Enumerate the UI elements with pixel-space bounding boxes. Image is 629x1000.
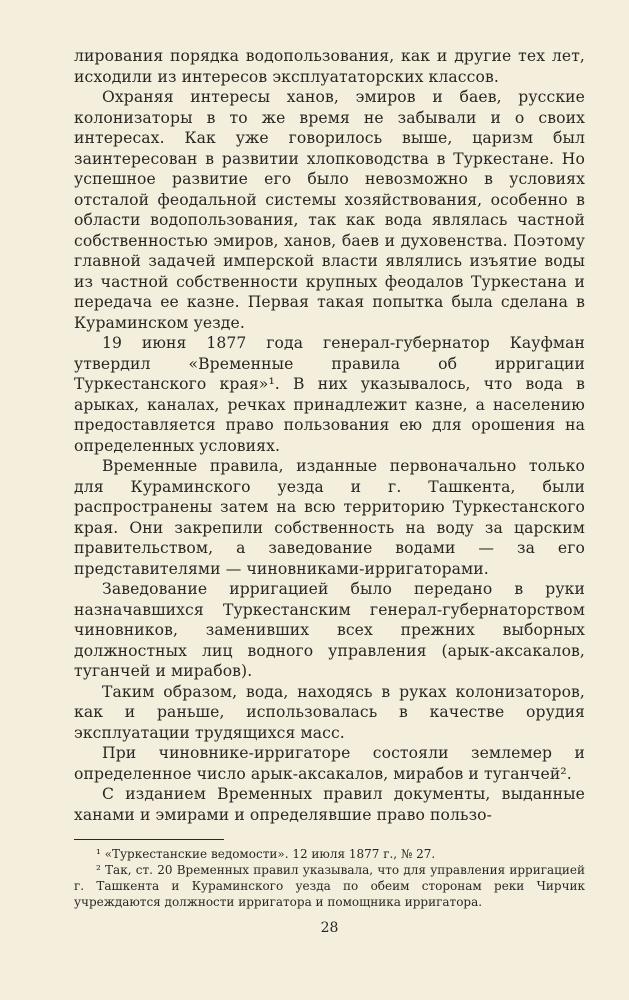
footnote-divider — [74, 839, 224, 840]
page-number: 28 — [320, 920, 339, 936]
paragraph: С изданием Временных правил документы, выданные ханами и эмирами и определявшие право пользо- — [74, 785, 585, 824]
paragraph: Заведование ирригацией было передано в руки назначавшихся Туркестанским генерал-губернаторством чиновников, заменивших всех прежних выборных должностных лиц водного управления (арык-аксакалов, туганчей и мирабов). — [74, 580, 585, 680]
paragraph: 19 июня 1877 года генерал-губернатор Кауфман утвердил «Временные правила об ирригации Туркестанского края»¹. В них указывалось, что вода в арыках, каналах, речках принадлежит казне, а населению предоставляется право пользования ею для орошения на определенных условиях. — [74, 334, 585, 455]
paragraph: При чиновнике-ирригаторе состояли землемер и определенное число арык-аксакалов, мирабов и туганчей². — [74, 744, 585, 783]
body-text — [74, 46, 585, 825]
footnote: ² Так, ст. 20 Временных правил указывала, что для управления ирригацией г. Ташкента и Кураминского уезда по обеим сторонам реки Чирчик учреждаются должности ирригатора и помощника ирригатора. — [74, 863, 585, 909]
footnote: ¹ «Туркестанские ведомости». 12 июля 1877 г., № 27. — [96, 847, 436, 861]
paragraph: Охраняя интересы ханов, эмиров и баев, русские колонизаторы в то же время не забывали и о своих интересах. Как уже говорилось выше, царизм был заинтересован в развитии хлопководства в Туркестане. Но успешное развитие его было невозможно в условиях отсталой феодальной системы хозяйствования, особенно в области водопользования, так как вода являлась частной собственностью эмиров, ханов, баев и духовенства. Поэтому главной задачей имперской власти являлись изъятие воды из частной собственности крупных феодалов Туркестана и передача ее казне. Первая такая попытка была сделана в Кураминском уезде. — [74, 88, 585, 332]
footnotes — [74, 846, 585, 910]
paragraph: Таким образом, вода, находясь в руках колонизаторов, как и раньше, использовалась в качестве орудия эксплуатации трудящихся масс. — [74, 682, 585, 742]
paragraph: лирования порядка водопользования, как и другие тех лет, исходили из интересов эксплуататорских классов. — [74, 47, 585, 86]
paragraph: Временные правила, изданные первоначально только для Кураминского уезда и г. Ташкента, были распространены затем на всю территорию Туркестанского края. Они закрепили собственность на воду за царским правительством, а заведование водами — за его представителями — чиновниками-ирригаторами. — [74, 457, 585, 578]
